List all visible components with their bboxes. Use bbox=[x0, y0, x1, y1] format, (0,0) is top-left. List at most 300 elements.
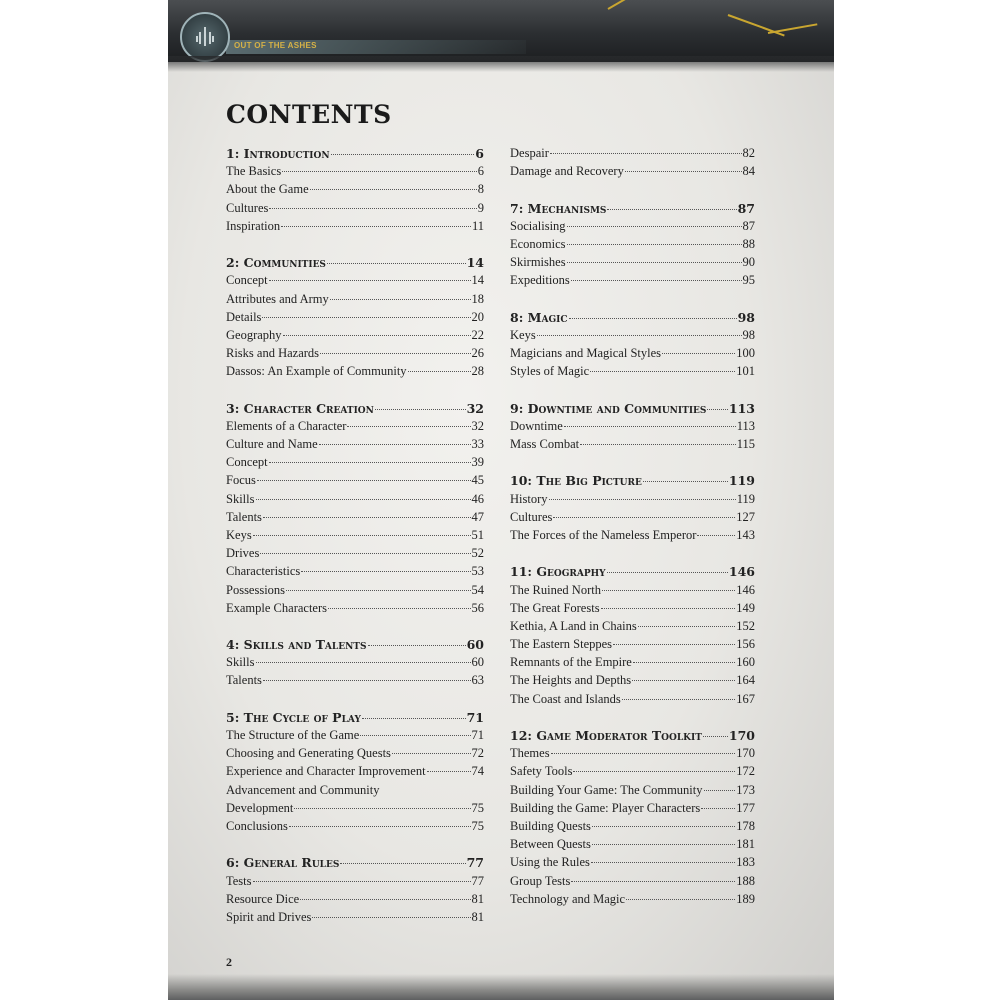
toc-entry bbox=[226, 510, 484, 528]
toc-page-number: 39 bbox=[471, 455, 484, 470]
toc-leader-dots bbox=[263, 517, 471, 518]
toc-gap bbox=[510, 292, 755, 310]
toc-leader-dots bbox=[567, 262, 742, 263]
toc-leader-dots bbox=[260, 553, 470, 554]
toc-page-number: 74 bbox=[471, 764, 484, 779]
toc-left-column bbox=[226, 146, 484, 928]
toc-gap bbox=[510, 382, 755, 400]
toc-page-number: 75 bbox=[471, 800, 484, 815]
toc-page-number: 52 bbox=[471, 546, 484, 561]
toc-page-number: 47 bbox=[471, 509, 484, 524]
toc-entry bbox=[226, 601, 484, 619]
toc-entry bbox=[510, 328, 755, 346]
toc-entry bbox=[510, 874, 755, 892]
toc-entry-title: Choosing and Generating Quests bbox=[226, 746, 391, 761]
toc-entry-title: Cultures bbox=[510, 509, 553, 524]
toc-leader-dots bbox=[328, 608, 471, 609]
toc-chapter bbox=[226, 401, 484, 419]
toc-right-column bbox=[510, 146, 755, 910]
toc-leader-dots bbox=[253, 535, 471, 536]
toc-entry bbox=[226, 546, 484, 564]
toc-entry bbox=[226, 655, 484, 673]
toc-leader-dots bbox=[256, 499, 471, 500]
toc-entry-title: Experience and Character Improvement bbox=[226, 764, 426, 779]
toc-gap bbox=[226, 837, 484, 855]
toc-leader-dots bbox=[703, 736, 728, 737]
toc-page-number: 11 bbox=[471, 218, 484, 233]
toc-entry bbox=[510, 237, 755, 255]
toc-page-number: 172 bbox=[736, 764, 755, 779]
toc-page-number: 119 bbox=[736, 491, 755, 506]
toc-page-number: 9 bbox=[477, 200, 484, 215]
toc-leader-dots bbox=[360, 735, 470, 736]
toc-chapter bbox=[226, 710, 484, 728]
toc-leader-dots bbox=[607, 209, 736, 210]
toc-page-number: 90 bbox=[742, 255, 755, 270]
toc-entry-title: The Forces of the Nameless Emperor bbox=[510, 527, 697, 542]
toc-leader-dots bbox=[392, 753, 471, 754]
toc-page-number: 167 bbox=[736, 691, 755, 706]
toc-page-number: 6 bbox=[475, 146, 484, 161]
toc-leader-dots bbox=[362, 718, 466, 719]
toc-entry bbox=[510, 364, 755, 382]
toc-chapter-title: 4: Skills and Talents bbox=[226, 637, 367, 653]
toc-entry-title: Example Characters bbox=[226, 600, 327, 615]
toc-page-number: 60 bbox=[466, 637, 484, 653]
toc-entry bbox=[226, 564, 484, 582]
toc-page-number: 46 bbox=[471, 491, 484, 506]
toc-entry bbox=[226, 473, 484, 491]
toc-entry-title: Focus bbox=[226, 473, 256, 488]
toc-entry bbox=[226, 673, 484, 691]
toc-entry-title: Remnants of the Empire bbox=[510, 655, 632, 670]
gold-crack bbox=[608, 0, 644, 10]
toc-entry-title: Styles of Magic bbox=[510, 364, 590, 379]
toc-page-number: 143 bbox=[736, 527, 755, 542]
toc-entry-title: Conclusions bbox=[226, 818, 288, 833]
toc-leader-dots bbox=[592, 826, 735, 827]
toc-gap bbox=[510, 546, 755, 564]
toc-entry-title: Building Your Game: The Community bbox=[510, 782, 703, 797]
toc-chapter bbox=[226, 146, 484, 164]
toc-entry-title: The Basics bbox=[226, 164, 282, 179]
toc-entry bbox=[510, 219, 755, 237]
toc-entry-title: Inspiration bbox=[226, 218, 281, 233]
toc-entry-title: Risks and Hazards bbox=[226, 346, 320, 361]
toc-entry-title: The Eastern Steppes bbox=[510, 637, 613, 652]
toc-leader-dots bbox=[553, 517, 735, 518]
toc-chapter-title: 7: Mechanisms bbox=[510, 200, 607, 216]
toc-page-number: 146 bbox=[728, 564, 755, 580]
toc-page-number: 101 bbox=[736, 364, 755, 379]
toc-entry-title: The Structure of the Game bbox=[226, 728, 360, 742]
toc-gap bbox=[510, 182, 755, 200]
toc-entry bbox=[226, 764, 484, 782]
toc-leader-dots bbox=[622, 699, 736, 700]
toc-leader-dots bbox=[590, 371, 735, 372]
toc-leader-dots bbox=[300, 899, 470, 900]
toc-entry bbox=[510, 855, 755, 873]
toc-leader-dots bbox=[707, 409, 728, 410]
toc-leader-dots bbox=[580, 444, 736, 445]
toc-leader-dots bbox=[312, 917, 470, 918]
toc-entry bbox=[226, 455, 484, 473]
toc-leader-dots bbox=[701, 808, 735, 809]
toc-entry-title: Talents bbox=[226, 509, 262, 524]
toc-page-number: 20 bbox=[471, 309, 484, 324]
toc-page-number: 71 bbox=[466, 709, 484, 725]
toc-gap bbox=[226, 382, 484, 400]
toc-leader-dots bbox=[643, 481, 728, 482]
toc-chapter-title: 2: Communities bbox=[226, 255, 326, 271]
toc-entry bbox=[510, 673, 755, 691]
toc-page-number: 51 bbox=[471, 527, 484, 542]
toc-entry-title: Mass Combat bbox=[510, 437, 580, 451]
toc-leader-dots bbox=[632, 680, 735, 681]
toc-page-number: 146 bbox=[736, 582, 755, 597]
toc-entry bbox=[226, 364, 484, 382]
toc-page-number: 22 bbox=[471, 327, 484, 342]
page-bottom-edge bbox=[168, 974, 834, 1000]
toc-gap bbox=[226, 692, 484, 710]
toc-leader-dots bbox=[257, 480, 471, 481]
toc-page-number: 32 bbox=[466, 400, 484, 416]
toc-entry bbox=[510, 837, 755, 855]
toc-entry bbox=[510, 819, 755, 837]
toc-leader-dots bbox=[638, 626, 736, 627]
toc-leader-dots bbox=[301, 571, 470, 572]
page-number: 2 bbox=[226, 955, 232, 969]
toc-entry-title: The Ruined North bbox=[510, 582, 601, 597]
toc-page-number: 160 bbox=[736, 655, 755, 670]
toc-page-number: 14 bbox=[471, 273, 484, 288]
toc-page-number: 181 bbox=[736, 837, 755, 852]
toc-page-number: 26 bbox=[471, 346, 484, 361]
toc-page-number: 33 bbox=[471, 437, 484, 451]
toc-entry-title: Safety Tools bbox=[510, 764, 573, 779]
toc-entry-title: Elements of a Character bbox=[226, 418, 347, 433]
toc-entry-title: Culture and Name bbox=[226, 437, 318, 451]
toc-entry bbox=[226, 292, 484, 310]
toc-leader-dots bbox=[625, 171, 742, 172]
toc-chapter bbox=[510, 310, 755, 328]
toc-page-number: 56 bbox=[471, 600, 484, 615]
toc-leader-dots bbox=[262, 317, 470, 318]
toc-chapter-title: 9: Downtime and Communities bbox=[510, 400, 707, 416]
toc-entry bbox=[510, 146, 755, 164]
toc-page-number: 82 bbox=[742, 146, 755, 160]
toc-entry bbox=[226, 801, 484, 819]
toc-chapter bbox=[226, 855, 484, 873]
toc-entry-title: History bbox=[510, 491, 548, 506]
toc-leader-dots bbox=[626, 899, 735, 900]
toc-entry bbox=[510, 637, 755, 655]
toc-entry-title: The Great Forests bbox=[510, 600, 600, 615]
banner-text: OUT OF THE ASHES bbox=[234, 41, 317, 50]
toc-entry bbox=[510, 419, 755, 437]
toc-entry bbox=[510, 164, 755, 182]
toc-chapter-title: 5: The Cycle of Play bbox=[226, 709, 361, 725]
toc-page-number: 88 bbox=[742, 236, 755, 251]
toc-leader-dots bbox=[571, 280, 742, 281]
toc-leader-dots bbox=[427, 771, 471, 772]
toc-entry bbox=[226, 182, 484, 200]
toc-leader-dots bbox=[375, 409, 466, 410]
toc-entry-title: Between Quests bbox=[510, 837, 591, 852]
toc-leader-dots bbox=[567, 244, 742, 245]
header-banner bbox=[226, 40, 526, 54]
toc-entry bbox=[510, 346, 755, 364]
toc-page-number: 81 bbox=[471, 909, 484, 924]
toc-leader-dots bbox=[283, 335, 471, 336]
toc-page-number: 164 bbox=[736, 673, 755, 688]
toc-page-number: 6 bbox=[477, 164, 484, 179]
toc-leader-dots bbox=[256, 662, 471, 663]
gold-crack bbox=[768, 23, 818, 34]
toc-leader-dots bbox=[607, 572, 728, 573]
toc-leader-dots bbox=[330, 299, 471, 300]
toc-chapter bbox=[510, 201, 755, 219]
toc-page-number: 63 bbox=[471, 673, 484, 688]
toc-entry-title: Attributes and Army bbox=[226, 291, 329, 306]
toc-leader-dots bbox=[368, 645, 466, 646]
toc-leader-dots bbox=[551, 753, 736, 754]
toc-entry bbox=[226, 746, 484, 764]
toc-chapter bbox=[510, 401, 755, 419]
toc-entry bbox=[510, 746, 755, 764]
toc-page-number: 72 bbox=[471, 746, 484, 761]
toc-leader-dots bbox=[310, 189, 477, 190]
book-page bbox=[168, 0, 834, 1000]
toc-entry-title: Using the Rules bbox=[510, 855, 590, 870]
toc-page-number: 32 bbox=[471, 418, 484, 433]
toc-entry-title: Development bbox=[226, 800, 294, 815]
toc-entry-title: Themes bbox=[510, 746, 550, 761]
toc-chapter-title: 6: General Rules bbox=[226, 855, 340, 871]
gold-crack bbox=[728, 14, 785, 36]
toc-leader-dots bbox=[269, 462, 471, 463]
toc-chapter-title: 1: Introduction bbox=[226, 146, 330, 161]
toc-entry bbox=[510, 583, 755, 601]
toc-entry bbox=[226, 492, 484, 510]
toc-page-number: 81 bbox=[471, 891, 484, 906]
toc-leader-dots bbox=[319, 444, 471, 445]
toc-page-number: 28 bbox=[471, 364, 484, 379]
toc-chapter-title: 12: Game Moderator Toolkit bbox=[510, 728, 702, 743]
toc-entry-title: Skills bbox=[226, 655, 255, 670]
toc-entry bbox=[226, 583, 484, 601]
toc-gap bbox=[510, 455, 755, 473]
toc-page-number: 173 bbox=[736, 782, 755, 797]
toc-leader-dots bbox=[263, 680, 471, 681]
toc-page-number: 119 bbox=[728, 473, 755, 489]
toc-page-number: 53 bbox=[471, 564, 484, 579]
toc-entry-title: Advancement and Community bbox=[226, 782, 380, 797]
toc-entry bbox=[510, 655, 755, 673]
toc-entry bbox=[510, 619, 755, 637]
toc-page-number: 87 bbox=[742, 218, 755, 233]
toc-entry bbox=[510, 510, 755, 528]
toc-page-number: 77 bbox=[471, 873, 484, 888]
toc-entry bbox=[510, 783, 755, 801]
toc-leader-dots bbox=[591, 862, 735, 863]
toc-entry-title: Drives bbox=[226, 546, 260, 561]
header-band bbox=[168, 0, 834, 62]
toc-page-number: 54 bbox=[471, 582, 484, 597]
toc-entry bbox=[510, 437, 755, 455]
toc-entry bbox=[510, 528, 755, 546]
toc-leader-dots bbox=[253, 881, 471, 882]
toc-page-number: 152 bbox=[736, 618, 755, 633]
toc-entry bbox=[226, 437, 484, 455]
toc-page-number: 87 bbox=[737, 200, 755, 216]
toc-entry bbox=[510, 801, 755, 819]
toc-entry bbox=[510, 764, 755, 782]
toc-entry-title: Concept bbox=[226, 273, 268, 288]
toc-entry bbox=[226, 346, 484, 364]
toc-leader-dots bbox=[662, 353, 735, 354]
toc-page-number: 98 bbox=[742, 327, 755, 342]
toc-entry-title: Building Quests bbox=[510, 818, 591, 833]
toc-entry bbox=[510, 255, 755, 273]
toc-gap bbox=[226, 619, 484, 637]
toc-leader-dots bbox=[537, 335, 742, 336]
toc-page-number: 14 bbox=[466, 255, 484, 271]
toc-entry bbox=[510, 892, 755, 910]
toc-page-number: 177 bbox=[736, 800, 755, 815]
toc-leader-dots bbox=[549, 499, 736, 500]
toc-page-number: 18 bbox=[471, 291, 484, 306]
toc-entry-title: Cultures bbox=[226, 200, 269, 215]
toc-entry-title: Skills bbox=[226, 491, 255, 506]
toc-page-number: 100 bbox=[736, 346, 755, 361]
toc-entry bbox=[510, 492, 755, 510]
toc-leader-dots bbox=[567, 226, 742, 227]
toc-chapter-title: 3: Character Creation bbox=[226, 400, 374, 416]
toc-entry-title: Skirmishes bbox=[510, 255, 566, 270]
toc-page-number: 95 bbox=[742, 273, 755, 288]
toc-entry bbox=[226, 728, 484, 746]
toc-entry bbox=[226, 874, 484, 892]
toc-leader-dots bbox=[347, 426, 470, 427]
toc-entry-title: Spirit and Drives bbox=[226, 909, 312, 924]
toc-entry-title: Geography bbox=[226, 327, 282, 342]
toc-chapter bbox=[226, 255, 484, 273]
toc-leader-dots bbox=[613, 644, 735, 645]
toc-entry bbox=[226, 310, 484, 328]
toc-entry bbox=[226, 328, 484, 346]
toc-leader-dots bbox=[340, 863, 465, 864]
toc-entry bbox=[226, 892, 484, 910]
toc-chapter bbox=[510, 728, 755, 746]
toc-leader-dots bbox=[281, 226, 471, 227]
toc-chapter-title: 10: The Big Picture bbox=[510, 473, 642, 489]
toc-page-number: 60 bbox=[471, 655, 484, 670]
toc-page-number: 98 bbox=[737, 309, 755, 325]
toc-leader-dots bbox=[286, 590, 470, 591]
toc-leader-dots bbox=[633, 662, 735, 663]
toc-page-number: 189 bbox=[736, 891, 755, 906]
toc-entry-title: Building the Game: Player Characters bbox=[510, 800, 701, 815]
toc-leader-dots bbox=[573, 771, 735, 772]
toc-page-number: 75 bbox=[471, 818, 484, 833]
toc-leader-dots bbox=[331, 154, 475, 155]
toc-leader-dots bbox=[569, 318, 737, 319]
toc-page-number: 115 bbox=[736, 437, 755, 451]
toc-entry-title: Concept bbox=[226, 455, 268, 470]
toc-page-number: 170 bbox=[728, 728, 755, 743]
toc-leader-dots bbox=[564, 426, 736, 427]
toc-entry bbox=[510, 273, 755, 291]
toc-entry bbox=[226, 273, 484, 291]
toc-entry-title: Despair bbox=[510, 146, 549, 160]
toc-entry-title: Keys bbox=[226, 527, 252, 542]
toc-entry-title: Technology and Magic bbox=[510, 891, 626, 906]
toc-entry bbox=[226, 419, 484, 437]
toc-entry bbox=[226, 819, 484, 837]
toc-entry-title: Talents bbox=[226, 673, 262, 688]
emblem-icon bbox=[180, 12, 230, 62]
toc-entry-title: Economics bbox=[510, 236, 566, 251]
toc-entry bbox=[226, 164, 484, 182]
toc-entry bbox=[226, 528, 484, 546]
toc-entry-title: Tests bbox=[226, 873, 252, 888]
toc-leader-dots bbox=[592, 844, 735, 845]
toc-leader-dots bbox=[697, 535, 735, 536]
toc-page-number: 71 bbox=[471, 728, 484, 742]
toc-page-number: 8 bbox=[477, 182, 484, 197]
toc-page-number: 127 bbox=[736, 509, 755, 524]
toc-page-number: 170 bbox=[736, 746, 755, 761]
toc-leader-dots bbox=[282, 171, 477, 172]
page-title: CONTENTS bbox=[226, 100, 392, 129]
toc-entry-title: Damage and Recovery bbox=[510, 164, 624, 179]
toc-leader-dots bbox=[571, 881, 735, 882]
toc-leader-dots bbox=[704, 790, 736, 791]
toc-leader-dots bbox=[550, 153, 742, 154]
toc-page-number: 188 bbox=[736, 873, 755, 888]
toc-page-number: 77 bbox=[466, 855, 484, 871]
toc-entry-title: The Coast and Islands bbox=[510, 691, 621, 706]
toc-leader-dots bbox=[289, 826, 471, 827]
toc-entry-title: The Heights and Depths bbox=[510, 673, 632, 688]
toc-leader-dots bbox=[327, 263, 466, 264]
toc-entry-title: Downtime bbox=[510, 418, 563, 433]
toc-entry-title: Characteristics bbox=[226, 564, 301, 579]
toc-entry-title: Socialising bbox=[510, 218, 566, 233]
toc-entry-title: Possessions bbox=[226, 582, 286, 597]
toc-page-number: 84 bbox=[742, 164, 755, 179]
toc-chapter bbox=[510, 473, 755, 491]
toc-page-number: 178 bbox=[736, 818, 755, 833]
toc-entry bbox=[226, 201, 484, 219]
toc-entry bbox=[226, 219, 484, 237]
toc-entry bbox=[226, 910, 484, 928]
toc-entry-title: Resource Dice bbox=[226, 891, 300, 906]
toc-page-number: 113 bbox=[736, 418, 755, 433]
toc-page-number: 156 bbox=[736, 637, 755, 652]
toc-entry-title: Details bbox=[226, 309, 262, 324]
toc-entry-title: Group Tests bbox=[510, 873, 571, 888]
toc-leader-dots bbox=[601, 608, 736, 609]
toc-entry-title: Keys bbox=[510, 327, 536, 342]
toc-gap bbox=[226, 237, 484, 255]
toc-chapter-title: 11: Geography bbox=[510, 564, 606, 580]
toc-leader-dots bbox=[320, 353, 470, 354]
toc-leader-dots bbox=[602, 590, 735, 591]
toc-leader-dots bbox=[408, 371, 471, 372]
toc-entry-title: Dassos: An Example of Community bbox=[226, 364, 407, 379]
